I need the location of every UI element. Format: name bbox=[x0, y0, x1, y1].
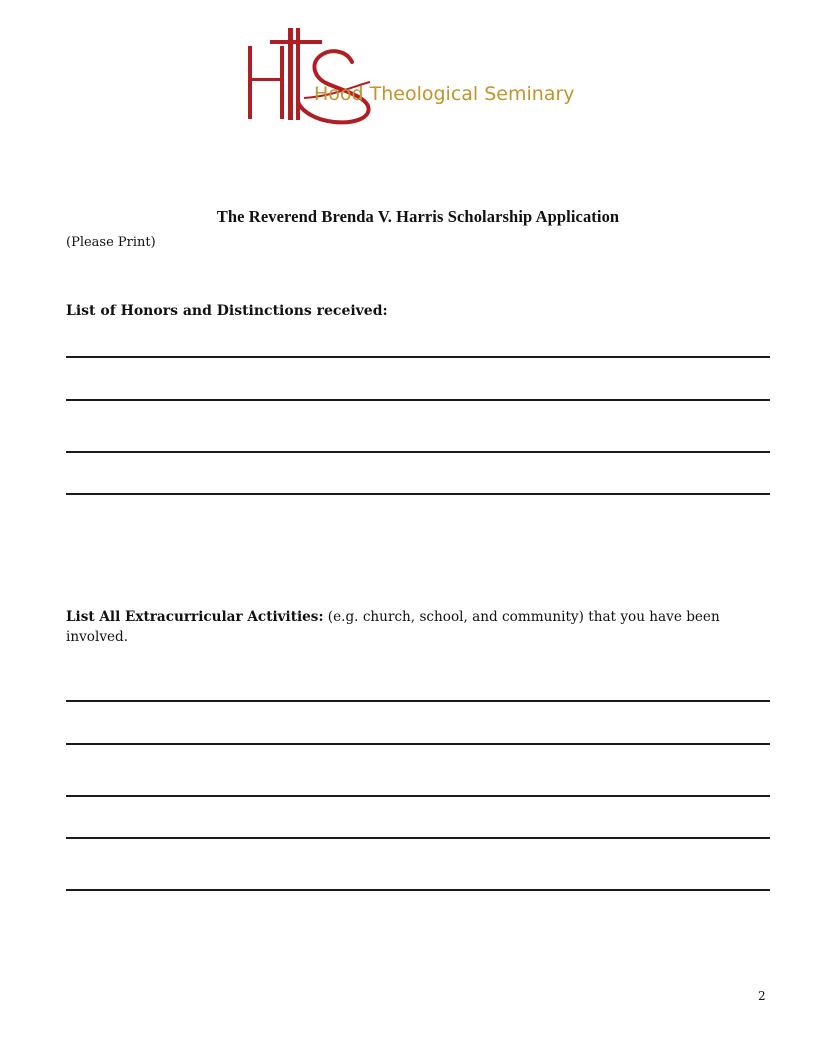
activities-line-3[interactable] bbox=[66, 795, 770, 797]
honors-line-4[interactable] bbox=[66, 493, 770, 495]
activities-line-2[interactable] bbox=[66, 743, 770, 745]
activities-heading-description: (e.g. church, school, and community) that you have been involved. bbox=[66, 609, 720, 645]
activities-heading-label: List All Extracurricular Activities: bbox=[66, 609, 324, 625]
honors-heading: List of Honors and Distinctions received: bbox=[66, 303, 388, 319]
honors-line-2[interactable] bbox=[66, 399, 770, 401]
activities-line-4[interactable] bbox=[66, 837, 770, 839]
honors-line-3[interactable] bbox=[66, 451, 770, 453]
seminary-logo bbox=[244, 26, 594, 126]
activities-line-5[interactable] bbox=[66, 889, 770, 891]
instruction-text: (Please Print) bbox=[66, 235, 156, 250]
page-title: The Reverend Brenda V. Harris Scholarship Application bbox=[216, 207, 620, 226]
hts-monogram-icon bbox=[244, 26, 594, 126]
seminary-name: Hood Theological Seminary bbox=[314, 83, 575, 105]
activities-heading bbox=[66, 607, 766, 647]
honors-line-1[interactable] bbox=[66, 356, 770, 358]
activities-line-1[interactable] bbox=[66, 700, 770, 702]
page-number: 2 bbox=[758, 989, 766, 1003]
